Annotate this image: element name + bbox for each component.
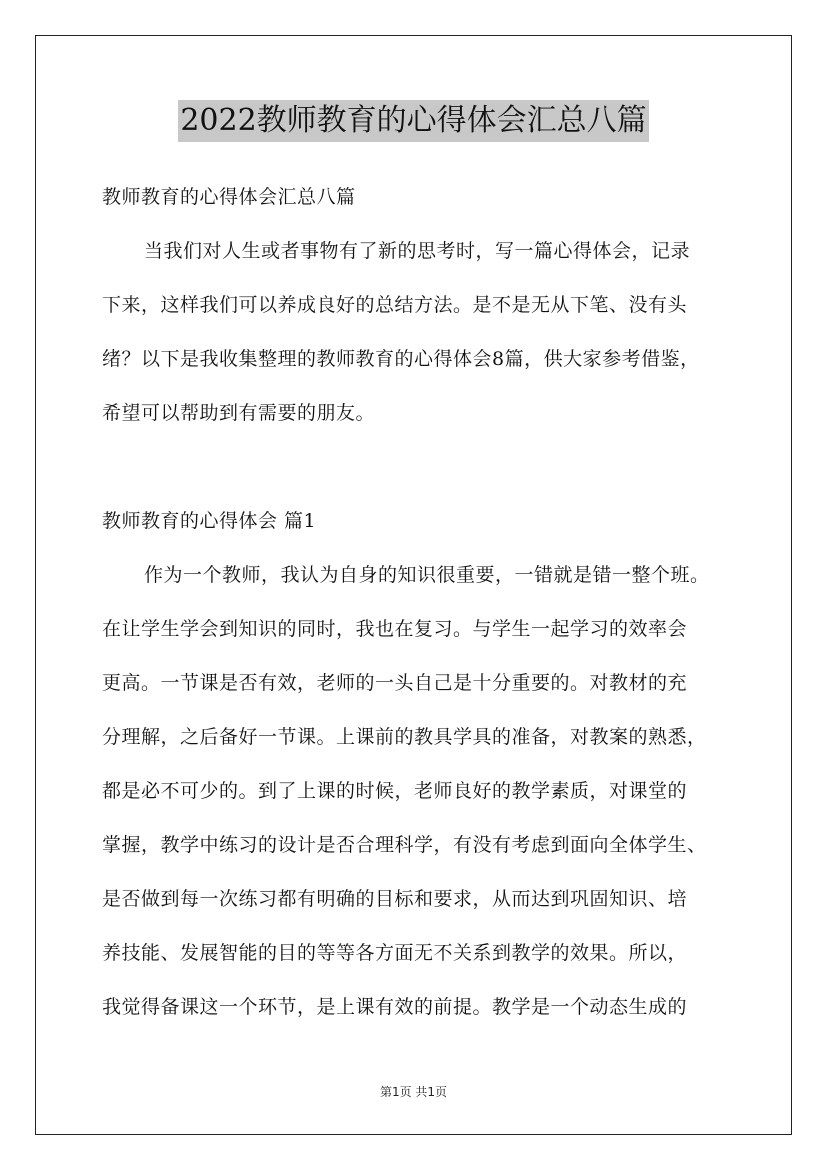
intro-line: 下来，这样我们可以养成良好的总结方法。是不是无从下笔、没有头 (102, 294, 688, 316)
document-subtitle: 教师教育的心得体会汇总八篇 (102, 186, 356, 208)
section-line: 我觉得备课这一个环节，是上课有效的前提。教学是一个动态生成的 (102, 996, 688, 1018)
section-heading: 教师教育的心得体会 篇1 (102, 510, 317, 532)
section-line: 作为一个教师，我认为自身的知识很重要，一错就是错一整个班。 (144, 564, 710, 586)
document-title: 2022教师教育的心得体会汇总八篇 (178, 100, 648, 142)
intro-line: 希望可以帮助到有需要的朋友。 (102, 402, 376, 424)
section-line: 分理解，之后备好一节课。上课前的教具学具的准备，对教案的熟悉， (102, 726, 707, 748)
section-line: 在让学生学会到知识的同时，我也在复习。与学生一起学习的效率会 (102, 618, 688, 640)
intro-line: 绪？以下是我收集整理的教师教育的心得体会8篇，供大家参考借鉴， (102, 348, 700, 370)
intro-line: 当我们对人生或者事物有了新的思考时，写一篇心得体会，记录 (144, 240, 691, 262)
section-line: 是否做到每一次练习都有明确的目标和要求，从而达到巩固知识、培 (102, 888, 688, 910)
section-line: 养技能、发展智能的目的等等各方面无不关系到教学的效果。所以， (102, 942, 688, 964)
section-gap (102, 440, 742, 494)
section-line: 掌握，教学中练习的设计是否合理科学，有没有考虑到面向全体学生、 (102, 834, 707, 856)
page-footer: 第1页 共1页 (379, 1085, 448, 1099)
section-line: 更高。一节课是否有效，老师的一头自己是十分重要的。对教材的充 (102, 672, 688, 694)
section-line: 都是必不可少的。到了上课的时候，老师良好的教学素质，对课堂的 (102, 780, 688, 802)
document-body (102, 170, 742, 1034)
title-wrap (0, 100, 827, 142)
